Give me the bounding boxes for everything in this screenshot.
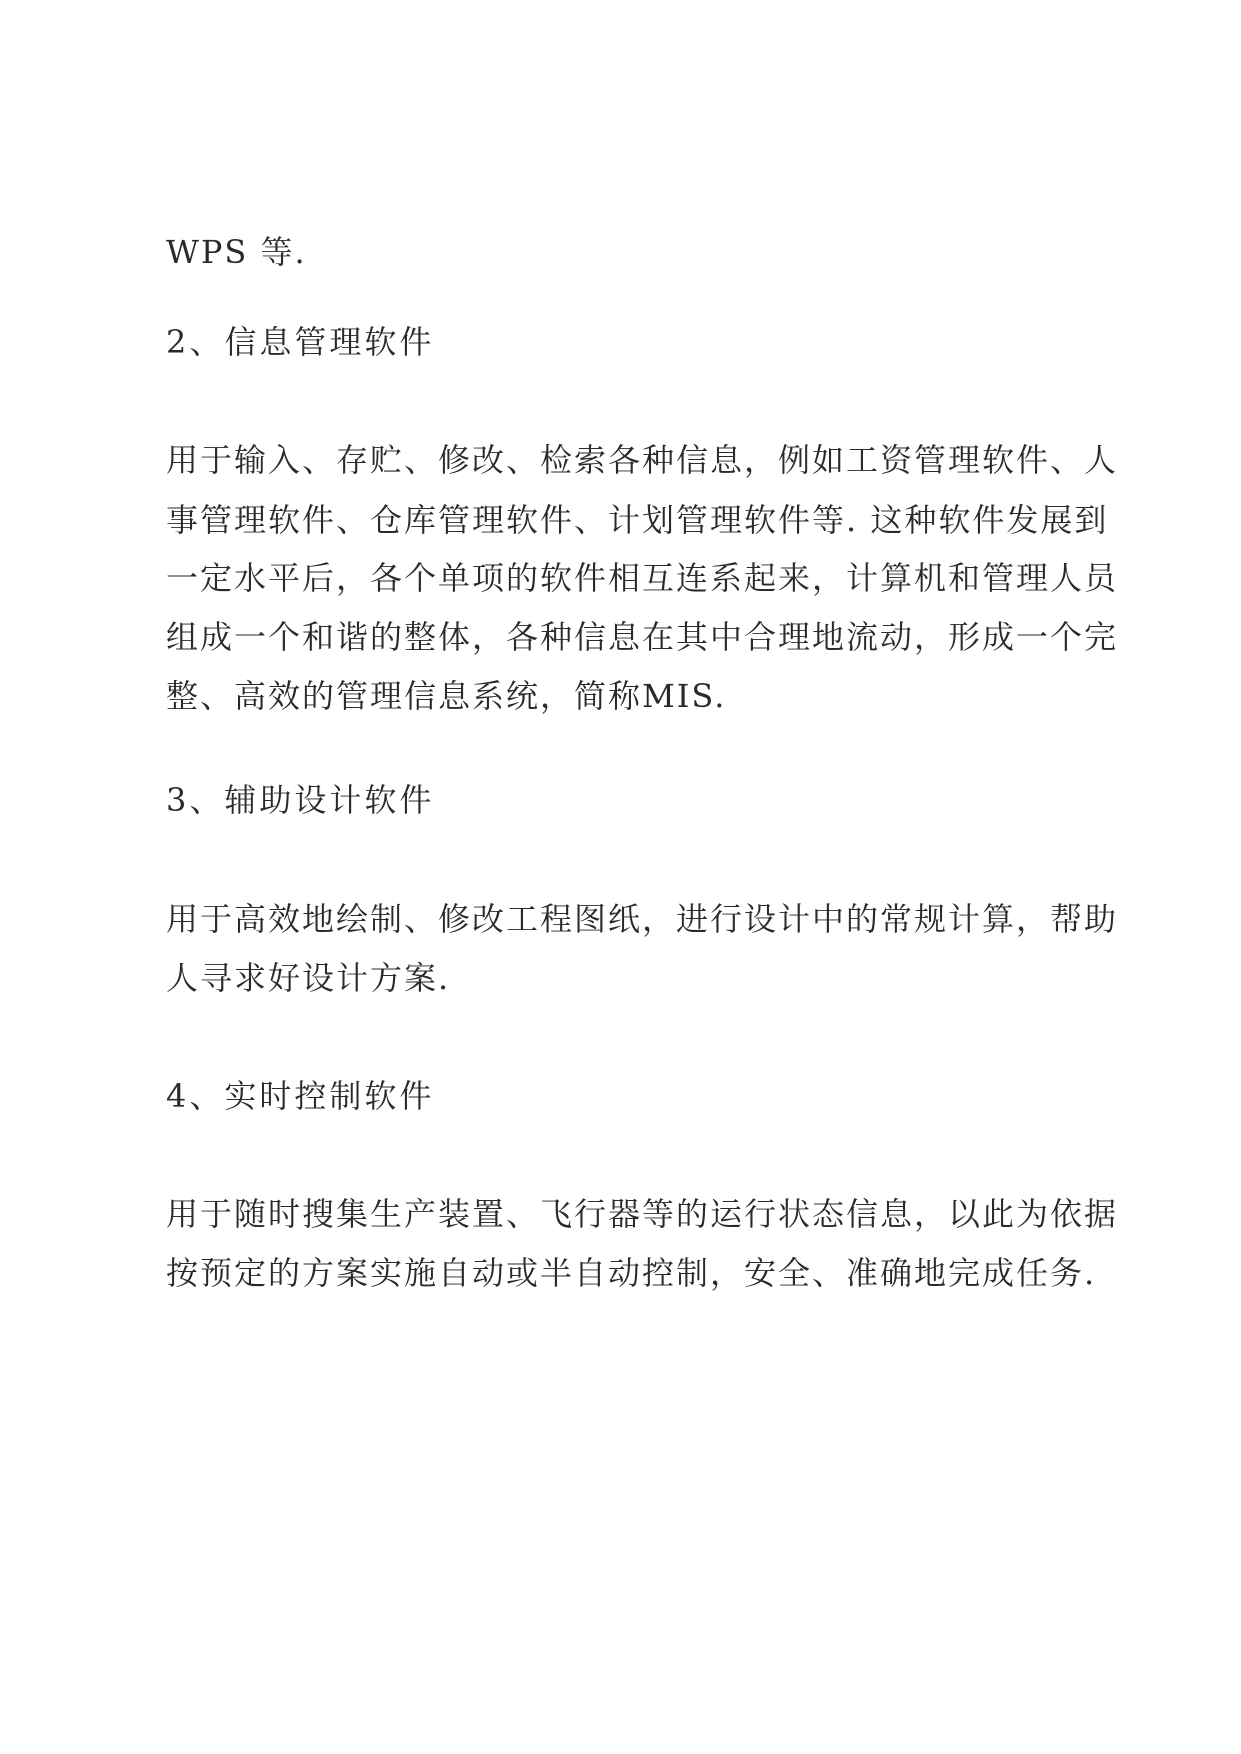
section-3-heading: 3、辅助设计软件 xyxy=(166,781,435,819)
section-4-line-2: 按预定的方案实施自动或半自动控制，安全、准确地完成任务. xyxy=(166,1254,1097,1292)
section-3-line-2: 人寻求好设计方案. xyxy=(166,959,451,997)
intro-line-1: WPS 等. xyxy=(166,233,307,271)
section-3-line-1: 用于高效地绘制、修改工程图纸，进行设计中的常规计算，帮助 xyxy=(166,900,1119,938)
section-2-line-5: 整、高效的管理信息系统，简称MIS. xyxy=(166,677,727,715)
section-2-line-1: 用于输入、存贮、修改、检索各种信息，例如工资管理软件、人 xyxy=(166,441,1119,479)
section-2-line-2: 事管理软件、仓库管理软件、计划管理软件等. 这种软件发展到 xyxy=(166,501,1109,539)
section-2-line-3: 一定水平后，各个单项的软件相互连系起来，计算机和管理人员 xyxy=(166,559,1119,597)
section-4-heading: 4、实时控制软件 xyxy=(166,1077,435,1115)
section-2-heading: 2、信息管理软件 xyxy=(166,323,435,361)
section-2-line-4: 组成一个和谐的整体，各种信息在其中合理地流动，形成一个完 xyxy=(166,618,1119,656)
section-4-line-1: 用于随时搜集生产装置、飞行器等的运行状态信息，以此为依据 xyxy=(166,1195,1119,1233)
